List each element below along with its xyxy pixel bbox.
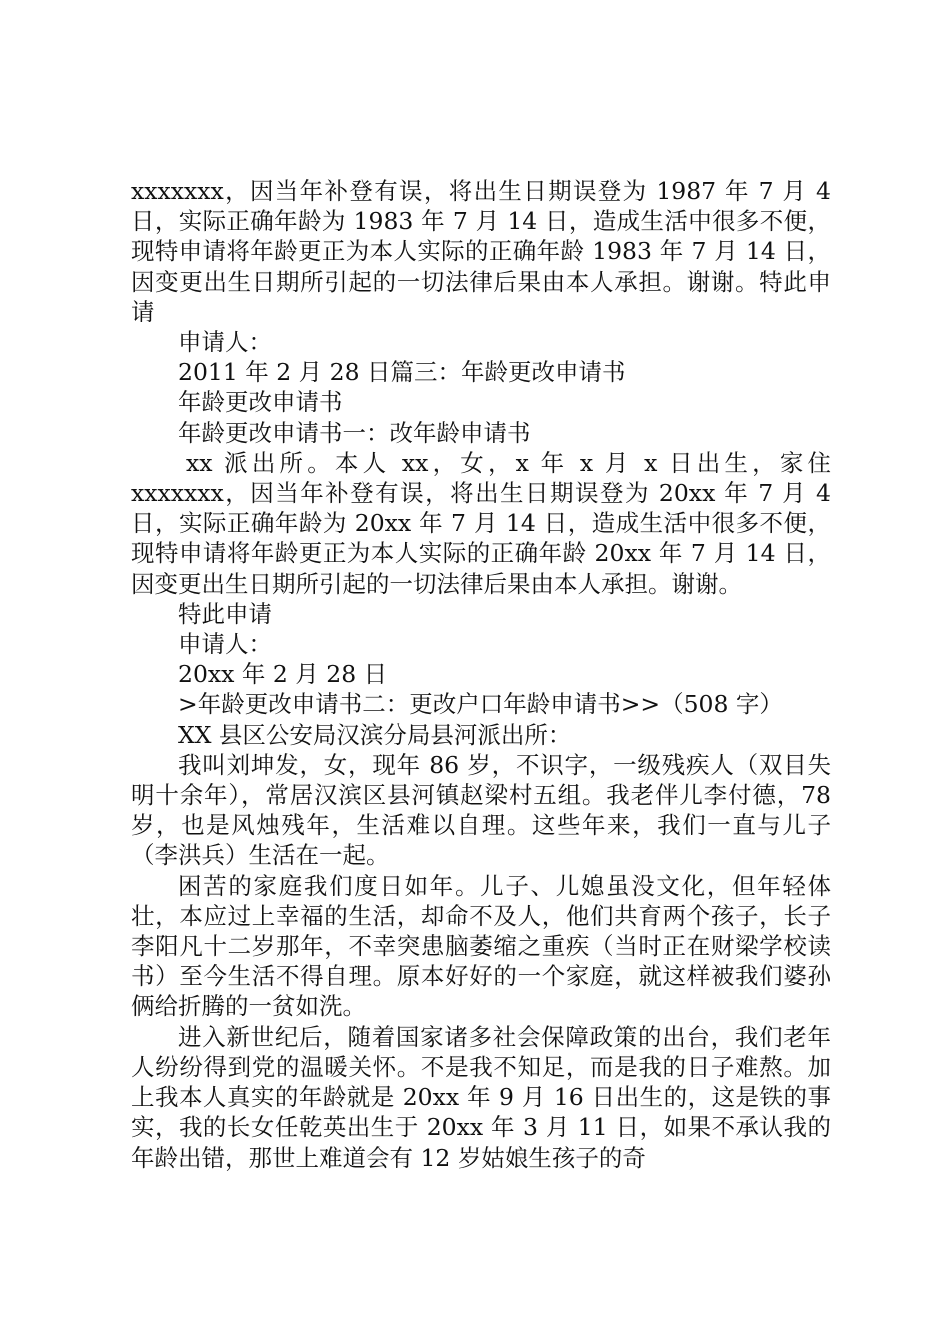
- paragraph-7: 特此申请: [178, 599, 272, 628]
- document-body: [131, 176, 831, 1173]
- paragraph-11: XX 县区公安局汉滨分局县河派出所：: [178, 720, 572, 749]
- paragraph-8: 申请人：: [178, 630, 272, 659]
- paragraph-14: 进入新世纪后，随着国家诸多社会保障政策的出台，我们老年人纷纷得到党的温暖关怀。不是我不知足，而是我的日子难熬。加上我本人真实的年龄就是 20xx 年 9 月 16 日出生的，这是铁的事实，我的长女任乾英出生于 20xx 年 3 月 11 日，如果不承认我的年龄出错，那世上难道会有 12 岁姑娘生孩子的奇: [131, 1022, 831, 1172]
- paragraph-4: 年龄更改申请书: [178, 388, 343, 417]
- paragraph-10: >年龄更改申请书二：更改户口年龄申请书>>（508 字）: [178, 690, 783, 719]
- paragraph-12: 我叫刘坤发，女，现年 86 岁，不识字，一级残疾人（双目失明十余年），常居汉滨区县河镇赵梁村五组。我老伴儿李付德，78 岁，也是风烛残年，生活难以自理。这些年来，我们一直与儿子（李洪兵）生活在一起。: [131, 750, 831, 870]
- paragraph-9: 20xx 年 2 月 28 日: [178, 660, 388, 689]
- paragraph-1: xxxxxxx，因当年补登有误，将出生日期误登为 1987 年 7 月 4 日，实际正确年龄为 1983 年 7 月 14 日，造成生活中很多不便，现特申请将年龄更正为本人实际的正确年龄 1983 年 7 月 14 日，因变更出生日期所引起的一切法律后果由本人承担。谢谢。特此申请: [131, 177, 831, 326]
- paragraph-6: xx 派出所。本人 xx，女，x 年 x 月 x 日出生，家住 xxxxxxx，因当年补登有误，将出生日期误登为 20xx 年 7 月 4 日，实际正确年龄为 20xx 年 7 月 14 日，造成生活中很多不便，现特申请将年龄更正为本人实际的正确年龄 20xx 年 7 月 14 日，因变更出生日期所引起的一切法律后果由本人承担。谢谢。: [131, 448, 831, 598]
- paragraph-13: 困苦的家庭我们度日如年。儿子、儿媳虽没文化，但年轻体壮，本应过上幸福的生活，却命不及人，他们共育两个孩子，长子李阳凡十二岁那年，不幸突患脑萎缩之重疾（当时正在财梁学校读书）至今生活不得自理。原本好好的一个家庭，就这样被我们婆孙俩给折腾的一贫如洗。: [131, 871, 831, 1021]
- paragraph-5: 年龄更改申请书一：改年龄申请书: [178, 418, 531, 447]
- paragraph-3: 2011 年 2 月 28 日篇三：年龄更改申请书: [178, 358, 626, 387]
- paragraph-2: 申请人：: [178, 328, 272, 357]
